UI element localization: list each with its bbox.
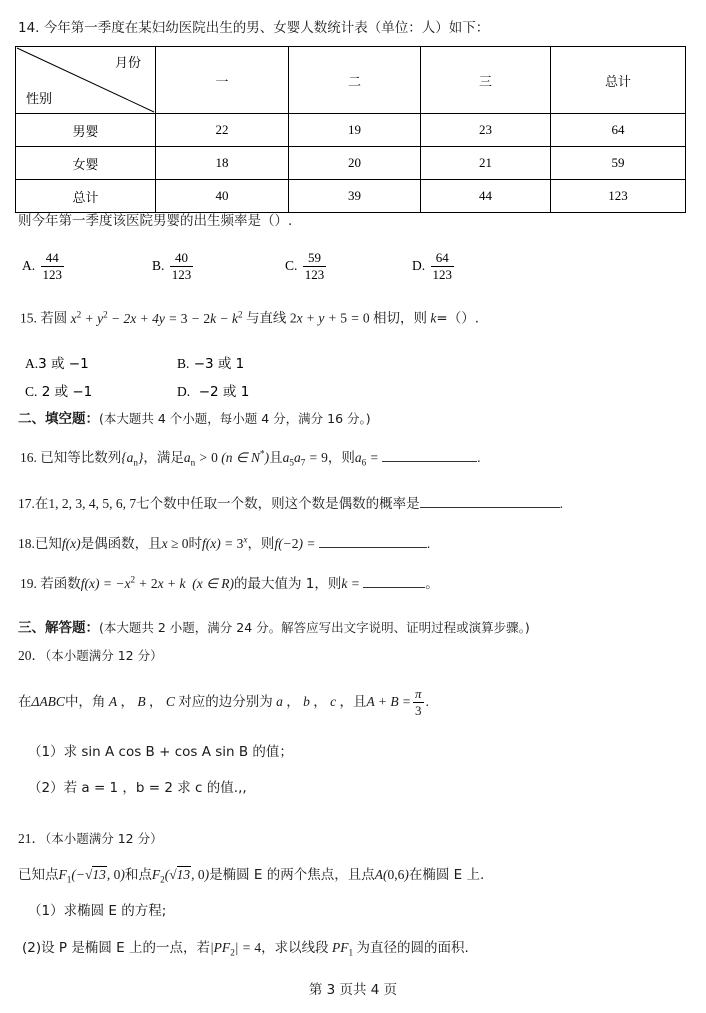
answer-blank-16[interactable] xyxy=(382,448,477,462)
question-14-number: 14. xyxy=(18,20,40,36)
row-label-female: 女婴 xyxy=(16,147,156,180)
cell-male-feb: 19 xyxy=(289,114,421,147)
question-18-p4: ，则 xyxy=(247,535,275,552)
question-21-stem-start: 已知点 xyxy=(18,867,59,883)
question-14-option-c[interactable] xyxy=(285,252,328,282)
option-d-numerator: 64 xyxy=(435,250,449,265)
question-14-stem-text: 今年第一季度在某妇幼医院出生的男、女婴人数统计表（单位：人）如下： xyxy=(43,20,490,36)
table-header-row xyxy=(16,47,686,114)
question-17-number: 17. xyxy=(18,495,35,511)
question-19-p2: 的最大值为 1，则 xyxy=(234,575,342,592)
pi-over-3-fraction: $\frac{\pi}{3}$ xyxy=(415,686,422,718)
question-21-stem-end: 在椭圆 E 上. xyxy=(408,867,485,883)
table-col-header-3: 三 xyxy=(421,47,551,114)
corner-label-month: 月份 xyxy=(114,56,141,71)
option-d-tag: D. xyxy=(412,258,426,274)
table-row xyxy=(16,180,686,213)
option-a-tag: A. xyxy=(22,258,36,274)
answer-blank-19[interactable] xyxy=(363,574,425,588)
question-15-option-a[interactable] xyxy=(25,352,89,372)
question-15-stem xyxy=(20,309,479,327)
question-21-part2-a: (2)设 P 是椭圆 E 上的一点，若 xyxy=(22,940,210,956)
table-col-header-2: 二 xyxy=(289,47,421,114)
option-d-tag: D. xyxy=(177,384,191,399)
question-15-line-equation: 2x + y + 5 = 0 xyxy=(289,310,370,326)
cell-female-feb: 20 xyxy=(289,147,421,180)
question-16-part2: ，满足 xyxy=(143,449,184,466)
birth-statistics-table xyxy=(15,46,686,213)
cell-female-jan: 18 xyxy=(156,147,289,180)
option-b-text: −3 或 1 xyxy=(193,356,245,372)
question-20-number: 20． xyxy=(18,648,45,663)
cell-total-all: 123 xyxy=(551,180,686,213)
row-label-total: 总计 xyxy=(16,180,156,213)
page-footer: 第 3 页共 4 页 xyxy=(308,982,398,998)
question-20-part-1: （1）求 sin A cos B + cos A sin B 的值； xyxy=(28,744,293,760)
table-row xyxy=(16,147,686,180)
question-14-prompt: 则今年第一季度该医院男婴的出生频率是（）. xyxy=(18,213,293,229)
question-18-p3: 时 xyxy=(188,535,203,552)
question-20-stem-b: 中，角 xyxy=(64,694,106,711)
question-21-stem: 已知点$F_1(-√13$, 0)和点$F_2(√13$, 0)是椭圆 E 的两个焦点，且点A(0,6)在椭圆 E 上. xyxy=(18,867,485,885)
question-19-number: 19. xyxy=(20,575,37,591)
section-2-heading xyxy=(18,411,371,427)
option-a-text: 3 或 −1 xyxy=(38,356,89,372)
question-20-stem-d: ，且 xyxy=(339,694,367,711)
question-17-text-end: 七个数中任取一个数，则这个数是偶数的概率是 xyxy=(136,495,420,512)
option-c-denominator: 123 xyxy=(304,266,325,282)
question-15-suffix: 相切，则 xyxy=(373,310,428,327)
question-16-end: . xyxy=(477,449,481,465)
question-16-part4: ，则 xyxy=(327,449,355,466)
corner-label-gender: 性别 xyxy=(26,92,53,107)
question-20-stem: 在ΔABC中，角 A ， B ， C 对应的边分别为 a ， b ， c ，且A + B = $\frac{\pi}{3}$ . xyxy=(18,686,429,718)
question-20-stem-a: 在 xyxy=(18,694,32,711)
question-15-middle: 与直线 xyxy=(245,310,287,327)
question-15-k: k xyxy=(430,310,437,326)
section-3-heading xyxy=(18,620,530,636)
option-c-tag: C. xyxy=(285,258,298,274)
section-3-note: (本大题共 2 小题，满分 24 分。解答应写出文字说明、证明过程或演算步骤。) xyxy=(99,620,530,635)
question-21-part-1: （1）求椭圆 E 的方程; xyxy=(28,903,167,919)
question-15-number: 15. xyxy=(20,310,37,326)
question-15-prefix: 若圆 xyxy=(40,310,68,327)
option-c-text: 2 或 −1 xyxy=(41,384,93,400)
option-b-tag: B. xyxy=(177,356,190,371)
question-16-part3: 且 xyxy=(269,449,283,466)
row-label-male: 男婴 xyxy=(16,114,156,147)
answer-blank-18[interactable] xyxy=(319,534,427,548)
cell-total-jan: 40 xyxy=(156,180,289,213)
question-18: 18.已知f(x)是偶函数，且x ≥ 0时$f(x) = 3^x$，则f(−2) = . xyxy=(18,534,431,552)
question-21-header xyxy=(18,831,163,847)
option-b-tag: B. xyxy=(152,258,165,274)
cell-female-mar: 21 xyxy=(421,147,551,180)
option-a-tag: A. xyxy=(25,356,39,371)
cell-male-mar: 23 xyxy=(421,114,551,147)
section-2-note: (本大题共 4 个小题，每小题 4 分，满分 16 分。) xyxy=(99,411,371,426)
question-16-number: 16. xyxy=(20,449,37,465)
question-19-p1: 若函数 xyxy=(40,575,81,592)
option-d-denominator: 123 xyxy=(432,266,452,282)
question-16: 16. 已知等比数列$\{a_n\}$，满足$a_n > 0$ (n ∈ N*)且$a_5a_7 = 9$，则$a_6$ = . xyxy=(20,448,481,468)
option-b-denominator: 123 xyxy=(171,266,192,282)
question-21-number: 21． xyxy=(18,831,45,846)
question-15-tail: =（）. xyxy=(436,310,480,327)
option-c-fraction xyxy=(303,251,327,281)
question-14-option-d[interactable] xyxy=(412,252,456,282)
option-d-text: −2 或 1 xyxy=(198,384,250,400)
option-c-numerator: 59 xyxy=(308,250,322,265)
question-14-stem xyxy=(18,20,489,36)
option-a-numerator: 44 xyxy=(45,250,59,265)
question-17-numbers: 1, 2, 3, 4, 5, 6, 7 xyxy=(48,495,137,511)
question-20-header xyxy=(18,648,163,664)
question-15-equation: $x^2 + y^2 - 2x + 4y = 3 - 2k - k^2$ xyxy=(70,309,243,326)
question-15-option-b[interactable] xyxy=(177,352,244,372)
question-21-part-2: (2)设 P 是椭圆 E 上的一点，若$|PF_2| = 4$，求以线段 $PF_1$ 为直径的圆的面积. xyxy=(22,940,469,958)
question-14-option-a[interactable] xyxy=(22,252,66,282)
cell-male-jan: 22 xyxy=(156,114,289,147)
question-15-option-d[interactable] xyxy=(177,380,249,400)
table-corner-cell xyxy=(16,47,156,114)
cell-male-total: 64 xyxy=(551,114,686,147)
question-18-end: . xyxy=(426,535,431,551)
answer-blank-17[interactable] xyxy=(420,494,560,508)
option-a-fraction xyxy=(41,251,65,281)
question-17-end: . xyxy=(559,495,563,511)
table-col-header-4: 总计 xyxy=(551,47,686,114)
question-18-p1: 已知 xyxy=(34,535,62,552)
question-17 xyxy=(18,494,563,512)
option-d-fraction xyxy=(431,251,455,281)
table-col-header-1: 一 xyxy=(156,47,289,114)
section-3-title: 三、解答题： xyxy=(18,620,99,636)
question-19-end: 。 xyxy=(425,575,439,592)
option-c-tag: C. xyxy=(25,384,38,399)
question-20-score: （本小题满分 12 分） xyxy=(45,648,163,663)
question-21-stem-tail: 是椭圆 E 的两个焦点，且点 xyxy=(209,867,375,883)
cell-female-total: 59 xyxy=(551,147,686,180)
question-16-part1: 已知等比数列 xyxy=(40,449,122,466)
question-20-stem-c: 对应的边分别为 xyxy=(178,694,273,711)
question-21-part2-b: ，求以线段 xyxy=(261,940,329,956)
table-row xyxy=(16,114,686,147)
option-b-fraction xyxy=(170,251,194,281)
question-15-option-c[interactable] xyxy=(25,380,92,400)
cell-total-feb: 39 xyxy=(289,180,421,213)
question-21-part2-c: 为直径的圆的面积. xyxy=(356,940,469,956)
option-b-numerator: 40 xyxy=(175,250,189,265)
question-17-text-start: 在 xyxy=(34,495,49,512)
cell-total-mar: 44 xyxy=(421,180,551,213)
option-a-denominator: 123 xyxy=(42,266,62,282)
question-18-number: 18. xyxy=(18,535,35,551)
section-2-title: 二、填空题： xyxy=(18,411,99,427)
question-21-score: （本小题满分 12 分） xyxy=(45,831,163,846)
question-14-option-b[interactable] xyxy=(152,252,195,282)
question-19: 19. 若函数$f(x) = -x^2 + 2x + k$ (x ∈ R)的最大值为 1，则k = 。 xyxy=(20,574,439,592)
question-20-part-2: （2）若 a = 1 ，b = 2 求 c 的值.,, xyxy=(28,780,247,796)
question-21-stem-mid: 和点 xyxy=(124,867,152,883)
question-18-p2: 是偶函数，且 xyxy=(80,535,162,552)
